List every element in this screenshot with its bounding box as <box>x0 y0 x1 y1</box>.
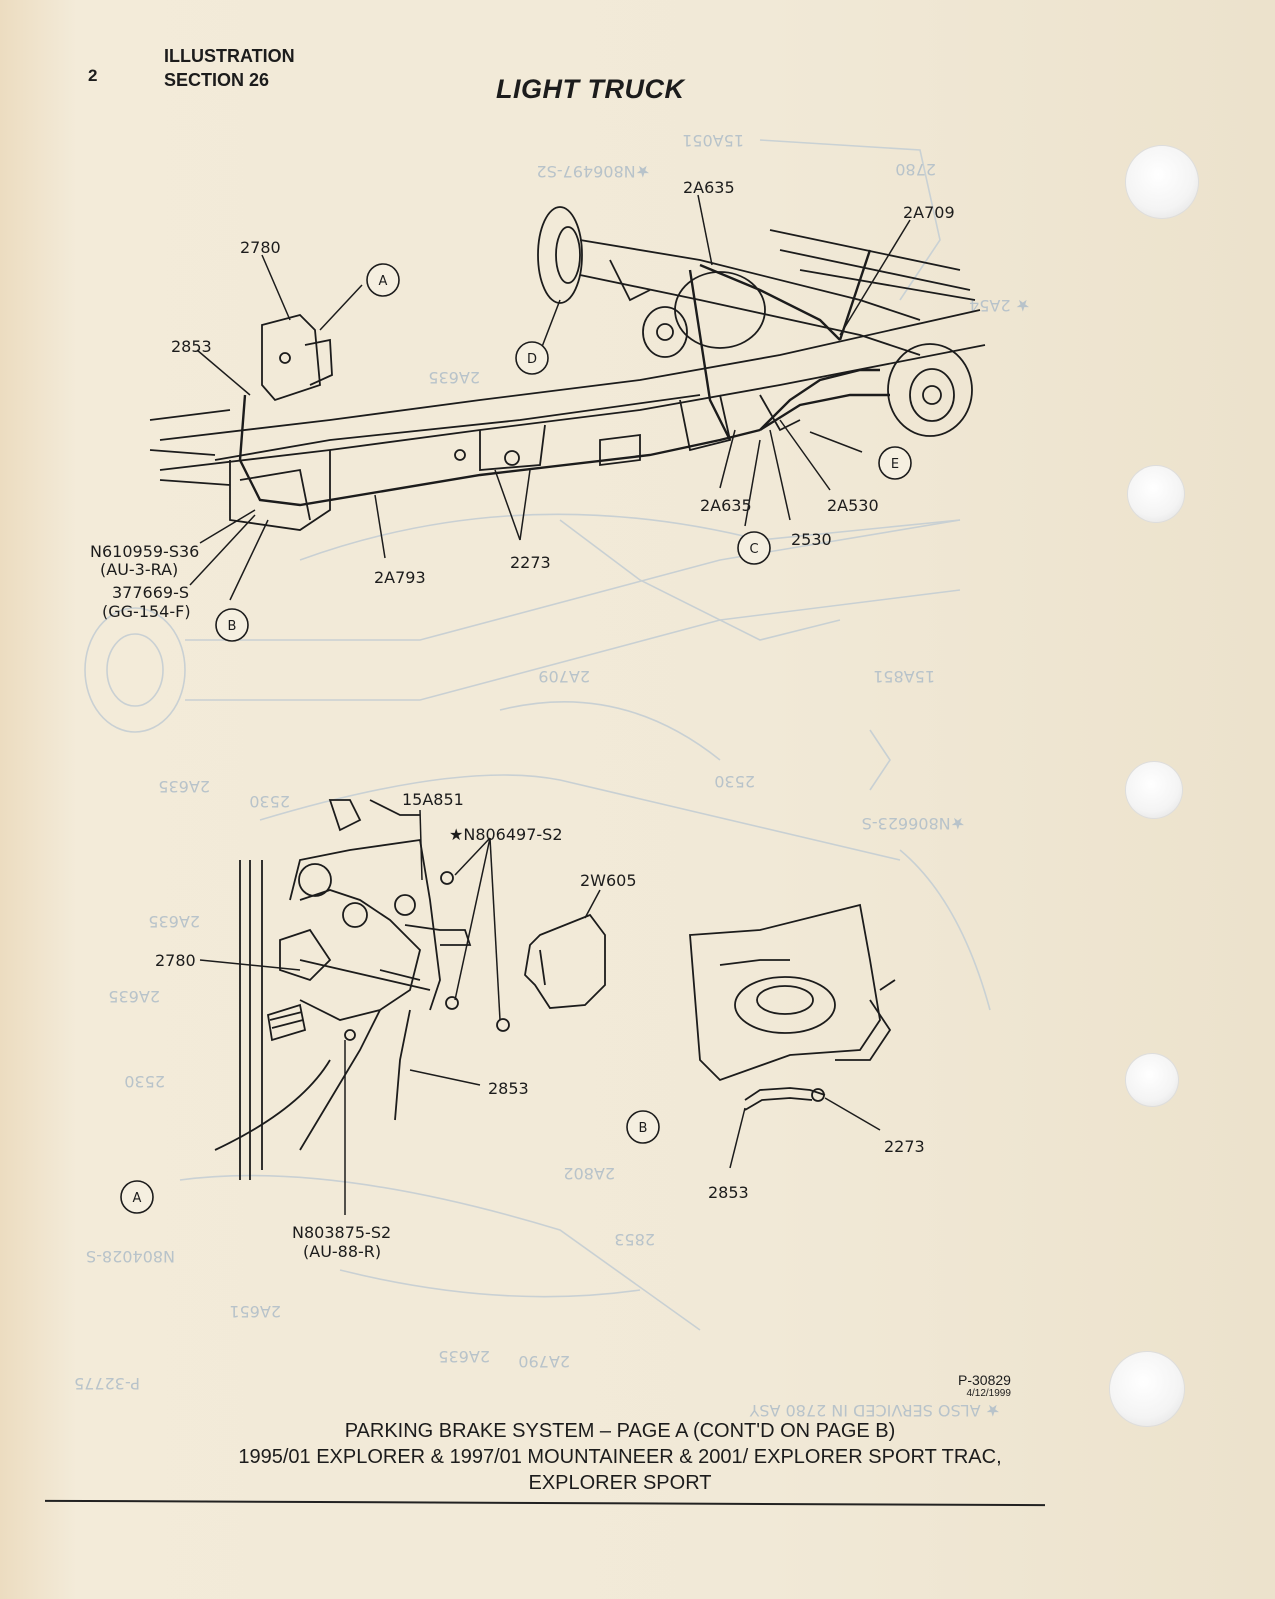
svg-text:2A651: 2A651 <box>229 1302 281 1321</box>
svg-text:2A802: 2A802 <box>563 1164 615 1183</box>
detail-b-label: B <box>638 1121 648 1136</box>
svg-text:★ 2A54: ★ 2A54 <box>969 296 1030 315</box>
reference-block <box>958 1372 1011 1399</box>
detail-a-pedal-assembly <box>215 800 509 1180</box>
reference-date: 4/12/1999 <box>966 1388 1011 1399</box>
bleed-through-text <box>74 131 1030 1420</box>
page-number: 2 <box>88 66 98 85</box>
parking-brake-cables <box>240 250 890 505</box>
part-label-2A635: 2A635 <box>683 178 735 197</box>
svg-text:15A051: 15A051 <box>682 131 744 150</box>
part-label-2A709: 2A709 <box>903 203 955 222</box>
part-label-N806497-S2: ★N806497-S2 <box>449 825 563 844</box>
part-label-N803875-S2: N803875-S2 <box>292 1223 392 1242</box>
callout-a: A <box>378 274 388 289</box>
part-label-2853-detail-b: 2853 <box>708 1183 749 1202</box>
callout-c: C <box>749 542 759 557</box>
part-label-2853-detail: 2853 <box>488 1079 529 1098</box>
svg-text:2530: 2530 <box>249 792 290 811</box>
svg-text:2A709: 2A709 <box>538 667 590 686</box>
part-label-2W605: 2W605 <box>580 871 637 890</box>
part-label-2530: 2530 <box>791 530 832 549</box>
part-label-AU-88-R: (AU-88-R) <box>303 1242 382 1261</box>
callout-d: D <box>526 352 538 367</box>
svg-text:2780: 2780 <box>895 160 936 179</box>
part-label-2273-detail: 2273 <box>884 1137 925 1156</box>
svg-text:2A635: 2A635 <box>108 987 160 1006</box>
svg-text:2A635: 2A635 <box>438 1347 490 1366</box>
svg-text:2A790: 2A790 <box>518 1352 570 1371</box>
reference-number: P-30829 <box>958 1372 1011 1388</box>
part-label-2780: 2780 <box>240 238 281 257</box>
caption-line-3: EXPLORER SPORT <box>528 1472 712 1494</box>
part-label-2780-detail: 2780 <box>155 951 196 970</box>
part-label-2A530: 2A530 <box>827 496 879 515</box>
part-label-2273: 2273 <box>510 553 551 572</box>
svg-text:P-32775: P-32775 <box>74 1374 140 1393</box>
detail-a-label: A <box>132 1191 142 1206</box>
svg-text:15A851: 15A851 <box>873 667 935 686</box>
part-label-2853: 2853 <box>171 337 212 356</box>
callout-b: B <box>227 619 237 634</box>
part-label-AU-3-RA: (AU-3-RA) <box>100 560 179 579</box>
rear-axle <box>538 207 975 436</box>
part-label-15A851: 15A851 <box>402 790 464 809</box>
figure-caption <box>120 1418 1120 1496</box>
part-label-GG-154-F: (GG-154-F) <box>102 602 191 621</box>
svg-text:2A635: 2A635 <box>148 912 200 931</box>
caption-line-1: PARKING BRAKE SYSTEM – PAGE A (CONT'D ON PAGE B) <box>344 1420 896 1442</box>
detail-a-shield-2W605 <box>525 915 605 1008</box>
svg-text:★ ALSO SERVICED IN 2780 ASY: ★ ALSO SERVICED IN 2780 ASY <box>749 1401 1000 1420</box>
part-label-2A635-lower: 2A635 <box>700 496 752 515</box>
svg-text:2530: 2530 <box>714 772 755 791</box>
callout-e: E <box>890 457 900 472</box>
svg-text:2A635: 2A635 <box>158 777 210 796</box>
svg-text:2853: 2853 <box>614 1230 655 1249</box>
part-label-377669-S: 377669-S <box>112 583 190 602</box>
section-line-1: ILLUSTRATION <box>164 46 295 66</box>
svg-text:N804028-S: N804028-S <box>86 1247 175 1266</box>
svg-text:2530: 2530 <box>124 1072 165 1091</box>
svg-text:★N806623-S: ★N806623-S <box>861 814 965 833</box>
part-label-N610959-S36: N610959-S36 <box>90 542 200 561</box>
detail-b-bracket <box>690 905 895 1110</box>
part-label-2A793: 2A793 <box>374 568 426 587</box>
bleed-through <box>85 140 990 1330</box>
section-line-2: SECTION 26 <box>164 70 270 90</box>
caption-line-2: 1995/01 EXPLORER & 1997/01 MOUNTAINEER & 2001/ EXPLORER SPORT TRAC, <box>238 1446 1002 1468</box>
svg-text:★N806497-S2: ★N806497-S2 <box>536 162 650 181</box>
page-title: LIGHT TRUCK <box>496 74 685 104</box>
svg-text:2A635: 2A635 <box>428 368 480 387</box>
